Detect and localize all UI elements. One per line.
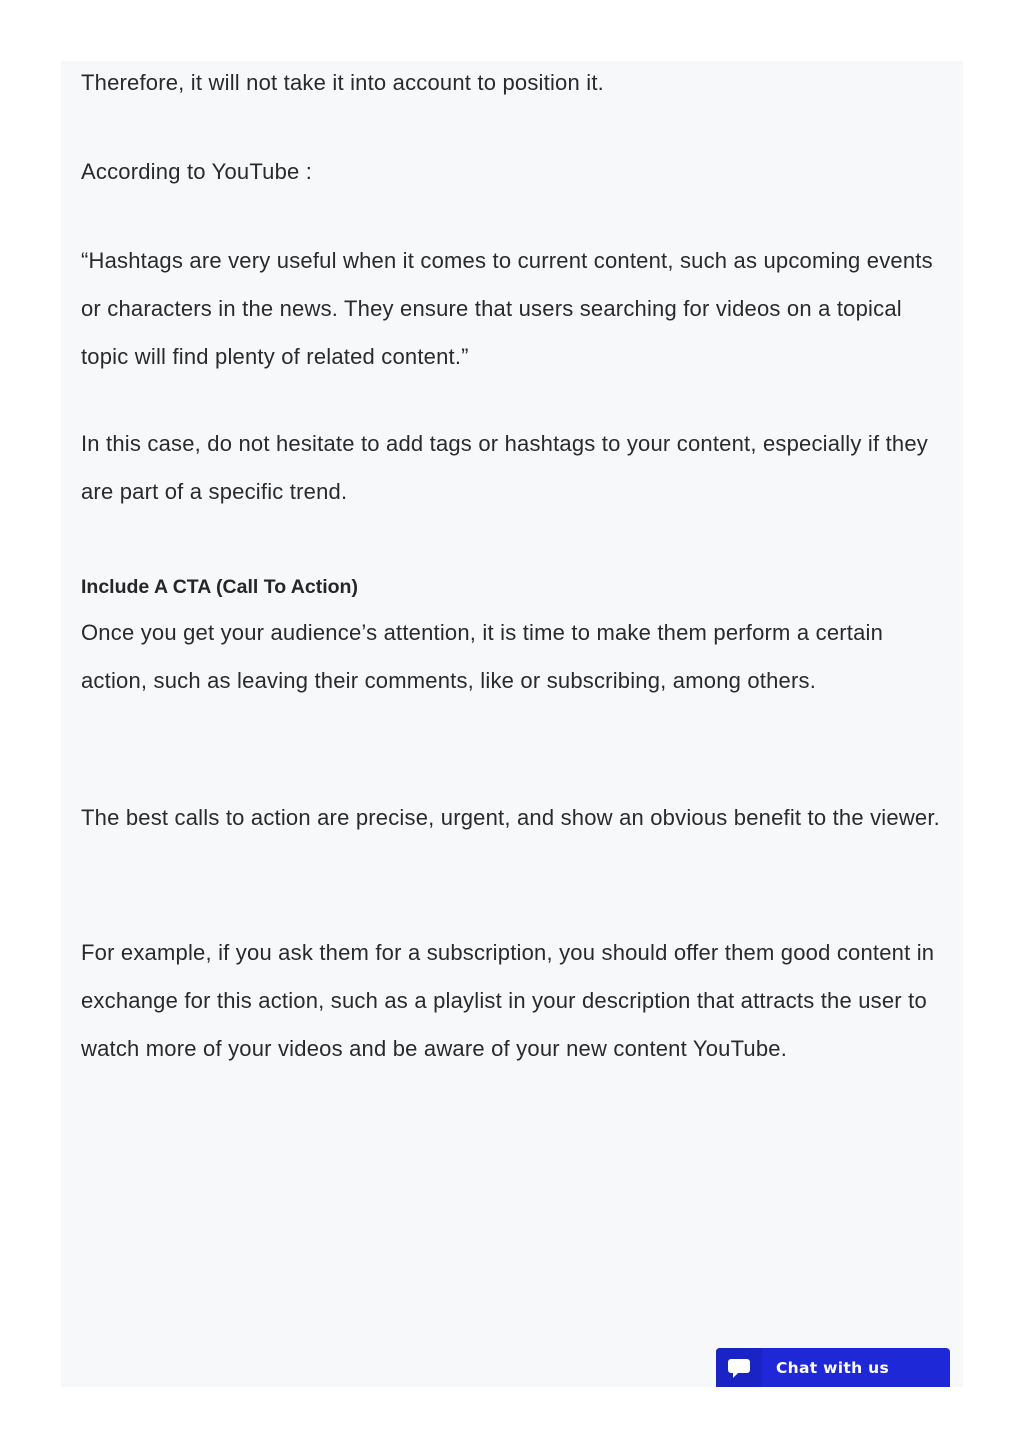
document-page: [61, 61, 963, 1387]
paragraph-according-to-youtube: According to YouTube :: [81, 159, 313, 184]
paragraph-audience-action: Once you get your audience’s attention, it is time to make them perform a certain action, such as leaving their comments, like or subscribing, among others.: [81, 620, 884, 693]
chat-with-us-button[interactable]: [716, 1348, 950, 1387]
speech-bubble-icon: [716, 1348, 762, 1387]
section-heading-cta: Include A CTA (Call To Action): [81, 576, 358, 598]
paragraph-subscription-example: For example, if you ask them for a subscription, you should offer them good content in exchange for this action, such as a playlist in your description that attracts the user to watch more of your videos and be aware of your new content YouTube.: [81, 940, 935, 1061]
paragraph-positioning: Therefore, it will not take it into account to position it.: [81, 70, 604, 95]
chat-label: Chat with us: [776, 1358, 890, 1377]
paragraph-hashtag-advice: In this case, do not hesitate to add tags or hashtags to your content, especially if they are part of a specific trend.: [81, 431, 928, 504]
paragraph-best-calls: The best calls to action are precise, urgent, and show an obvious benefit to the viewer.: [81, 805, 940, 830]
paragraph-youtube-quote: “Hashtags are very useful when it comes to current content, such as upcoming events or characters in the news. They ensure that users searching for videos on a topical topic will find plenty of related content.”: [81, 248, 933, 369]
